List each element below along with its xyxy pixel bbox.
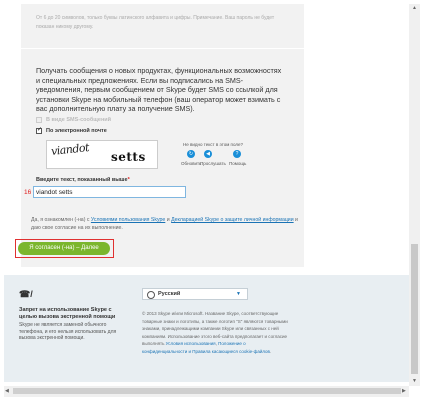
terms-text <box>31 216 301 232</box>
terms-and: и <box>165 217 172 223</box>
copyright-text <box>142 310 290 355</box>
copyright-sep: , <box>215 341 219 346</box>
required-mark: * <box>127 177 130 183</box>
password-hint: От 6 до 20 символов, только буквы латинского алфавита и цифры. Примечание. Ваш пароль не будет показан никому другому. <box>36 15 275 30</box>
captcha-help-title: Не видно текст в этом поле? <box>183 142 244 147</box>
captcha-input[interactable]: viandot setts <box>33 186 186 198</box>
terms-of-use-link[interactable]: Условиями пользования Skype <box>90 217 166 223</box>
captcha-image <box>46 140 158 169</box>
captcha-input-label-text: Введите текст, показанный выше <box>36 177 128 183</box>
scroll-left-icon[interactable]: ◀ <box>5 388 9 394</box>
horizontal-scrollbar[interactable] <box>4 386 409 397</box>
emergency-text: Skype не является заменой обычного телефона, и его нельзя использовать для вызова экстренной помощи. <box>19 322 117 341</box>
copyright-body: © 2013 Skype и/или Microsoft. Название Skype, соответствующие товарные знаки и логотипы, а также логотип "S" являются товарными знаками, принадлежащими компании Skype или связанных с ней компаниям. Использование этого веб-сайта предполагает и согласие выполнять <box>142 311 288 346</box>
privacy-cookie-link[interactable]: Положение о конфиденциальности и Правила касающиеся cookie-файлов <box>142 341 270 354</box>
email-checkbox[interactable] <box>36 128 42 134</box>
refresh-label[interactable]: Обновить <box>181 161 202 166</box>
copyright-end: . <box>269 348 272 354</box>
no-phone-icon: ☎/ <box>19 289 33 299</box>
scroll-up-icon[interactable]: ▲ <box>412 5 417 11</box>
horizontal-scroll-thumb[interactable] <box>13 388 401 394</box>
divider <box>21 48 304 49</box>
sms-option-label: В виде SMS-сообщений <box>46 117 112 123</box>
language-select[interactable] <box>142 288 248 300</box>
agree-continue-button[interactable]: Я согласен (-на) – Далее <box>18 242 110 255</box>
emergency-title: Запрет на использование Skype с целью вызова экстренной помощи <box>19 307 116 320</box>
terms-link-footer[interactable]: Условия использования <box>165 341 216 346</box>
step-number: 16 <box>24 189 32 196</box>
listen-icon[interactable]: ◀ <box>204 150 212 158</box>
captcha-word-1: viandot <box>50 141 90 158</box>
help-label[interactable]: Помощь <box>229 161 247 166</box>
refresh-icon[interactable]: ↻ <box>188 151 194 157</box>
help-icon[interactable]: ? <box>233 150 241 158</box>
chevron-down-icon: ▼ <box>236 291 241 297</box>
terms-prefix: Да, я ознакомлен (-на) с <box>31 217 91 223</box>
privacy-link[interactable]: Декларацией Skype о защите личной информации <box>171 217 294 223</box>
captcha-word-2: setts <box>111 150 146 164</box>
vertical-scrollbar[interactable] <box>409 4 420 386</box>
terms-suffix: и даю свое согласие на их выполнение. <box>31 217 298 231</box>
footer <box>4 275 409 382</box>
globe-icon <box>147 291 155 299</box>
sms-checkbox[interactable] <box>36 117 42 123</box>
consent-text: Получать сообщения о новых продуктах, функциональных возможностях и специальных предложениях. Если вы подписались на SMS-уведомления, первым сообщением от Skype будет SMS со ссылкой для установки Skype на мобильный телефон (ваш оператор может взимать с вас дополнительную плату за получение SMS). <box>36 66 282 113</box>
language-value: Русский <box>158 291 181 297</box>
scroll-down-icon[interactable]: ▼ <box>412 378 417 384</box>
scroll-right-icon[interactable]: ▶ <box>402 388 406 394</box>
email-option-label: По электронной почте <box>46 128 107 134</box>
listen-label[interactable]: Прослушать <box>200 161 226 166</box>
captcha-input-label <box>36 177 130 183</box>
vertical-scroll-thumb[interactable] <box>411 244 418 374</box>
